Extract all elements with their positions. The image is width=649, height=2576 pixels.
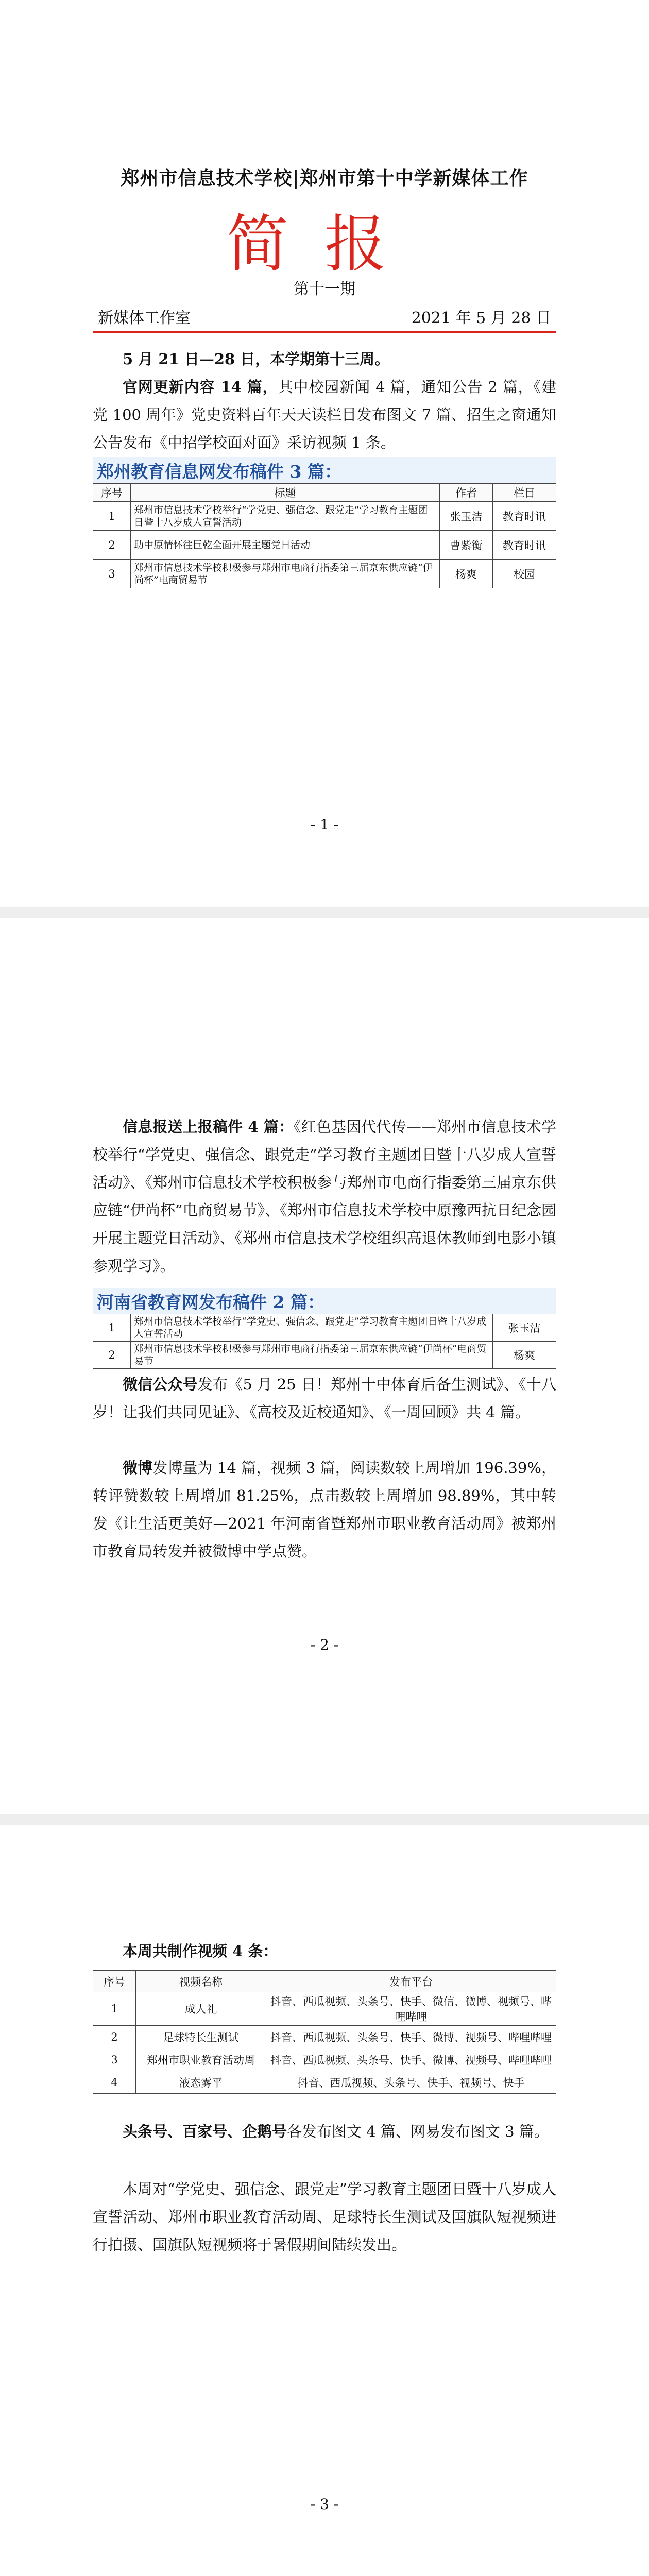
issue-date: 2021 年 5 月 28 日 [411, 309, 551, 327]
col-header: 序号 [93, 1971, 136, 1992]
site-updates-text: 其中校园新闻 4 篇，通知公告 2 篇，《建党 100 周年》党史资料百年天天读栏目发布图文 7 篇、招生之窗通知公告发布《中招学校面对面》采访视频 1 条。 [93, 378, 556, 451]
toutiao-lead: 头条号、百家号、企鹅号 [123, 2123, 287, 2140]
table-row [93, 531, 556, 560]
report-text: 《红色基因代代传——郑州市信息技术学校举行“学党史、强信念、跟党走”学习教育主题团日暨十八岁成人宣誓活动》、《郑州市信息技术学校积极参与郑州市电商行指委第三届京东供应链“伊尚杯”电商贸易节》、《郑州市信息技术学校中原豫西抗日纪念园开展主题党日活动》、《郑州市信息技术学校组织高退休教师到电影小镇参观学习》。 [93, 1118, 556, 1275]
row-platforms: 抖音、西瓜视频、头条号、快手、微博、视频号、哔哩哔哩 [266, 2048, 556, 2071]
col-header: 发布平台 [266, 1971, 556, 1992]
toutiao-paragraph [93, 2117, 556, 2145]
row-video-name: 郑州市职业教育活动周 [136, 2048, 266, 2071]
zhengzhou-heading: 郑州教育信息网发布稿件 3 篇： [93, 457, 556, 484]
row-platforms: 抖音、西瓜视频、头条号、快手、微信、微博、视频号、哔哩哔哩 [266, 1992, 556, 2026]
page-separator [0, 1814, 649, 1825]
table-row [93, 1992, 556, 2026]
site-updates [93, 373, 556, 456]
table-row [93, 560, 556, 588]
col-header: 序号 [93, 484, 131, 502]
row-author: 杨爽 [493, 1342, 556, 1369]
row-no: 2 [93, 1342, 131, 1369]
row-title: 郑州市信息技术学校举行“学党史、强信念、跟党走”学习教育主题团日暨十八岁成人宣誓活动 [131, 502, 440, 531]
row-no: 1 [93, 502, 131, 531]
videos-heading: 本周共制作视频 4 条： [123, 1942, 278, 1960]
row-video-name: 液态雾平 [136, 2071, 266, 2094]
report-lead: 信息报送上报稿件 4 篇： [123, 1118, 294, 1136]
report-paragraph [93, 1113, 556, 1280]
table-row [93, 502, 556, 531]
row-no: 1 [93, 1314, 131, 1342]
document-title: 简报 [227, 209, 422, 280]
row-no: 3 [93, 560, 131, 588]
row-no: 2 [93, 2026, 136, 2048]
row-column: 校园 [493, 560, 556, 588]
row-video-name: 成人礼 [136, 1992, 266, 2026]
table-row [93, 1314, 556, 1342]
weibo-paragraph [93, 1454, 556, 1565]
office-name: 新媒体工作室 [98, 309, 191, 327]
row-no: 1 [93, 1992, 136, 2026]
page-separator [0, 907, 649, 918]
row-platforms: 抖音、西瓜视频、头条号、快手、视频号、快手 [266, 2071, 556, 2094]
table-row [93, 2026, 556, 2048]
row-platforms: 抖音、西瓜视频、头条号、快手、微博、视频号、哔哩哔哩 [266, 2026, 556, 2048]
videos-table [93, 1970, 556, 2094]
red-divider [93, 331, 556, 333]
henan-heading: 河南省教育网发布稿件 2 篇： [93, 1288, 556, 1314]
wechat-text: 发布《5 月 25 日！郑州十中体育后备生测试》、《十八岁！让我们共同见证》、《高校及近校通知》、《一周回顾》共 4 篇。 [93, 1376, 556, 1421]
row-no: 2 [93, 531, 131, 560]
page-number: - 2 - [310, 1636, 339, 1653]
col-header: 栏目 [493, 484, 556, 502]
row-author: 曹紫衡 [440, 531, 493, 560]
col-header: 标题 [131, 484, 440, 502]
row-author: 张玉洁 [440, 502, 493, 531]
table-row [93, 2048, 556, 2071]
page-number: - 1 - [310, 816, 339, 833]
zhengzhou-table [93, 483, 556, 588]
row-title: 助中原情怀往巨乾全面开展主题党日活动 [131, 531, 440, 560]
row-title: 郑州市信息技术学校积极参与郑州市电商行指委第三届京东供应链“伊尚杯”电商贸易节 [131, 560, 440, 588]
row-column: 教育时讯 [493, 502, 556, 531]
page-number: - 3 - [310, 2496, 339, 2513]
table-row [93, 1342, 556, 1369]
row-no: 4 [93, 2071, 136, 2094]
toutiao-text: 各发布图文 4 篇、网易发布图文 3 篇。 [287, 2123, 549, 2140]
col-header: 作者 [440, 484, 493, 502]
closing-paragraph: 本周对“学党史、强信念、跟党走”学习教育主题团日暨十八岁成人宣誓活动、郑州市职业教育活动周、足球特长生测试及国旗队短视频进行拍摄、国旗队短视频将于暑假期间陆续发出。 [93, 2180, 556, 2253]
site-updates-lead: 官网更新内容 14 篇， [123, 378, 278, 396]
issue-number: 第十一期 [294, 280, 355, 298]
row-no: 3 [93, 2048, 136, 2071]
col-header: 视频名称 [136, 1971, 266, 1992]
document-org-header: 郑州市信息技术学校|郑州市第十中学新媒体工作 [121, 167, 528, 189]
row-title: 郑州市信息技术学校积极参与郑州市电商行指委第三届京东供应链“伊尚杯”电商贸易节 [131, 1342, 493, 1369]
henan-table [93, 1314, 556, 1369]
row-video-name: 足球特长生测试 [136, 2026, 266, 2048]
weibo-lead: 微博 [123, 1459, 153, 1477]
row-author: 杨爽 [440, 560, 493, 588]
row-column: 教育时讯 [493, 531, 556, 560]
row-title: 郑州市信息技术学校举行“学党史、强信念、跟党走”学习教育主题团日暨十八岁成人宣誓活动 [131, 1314, 493, 1342]
table-row [93, 2071, 556, 2094]
week-summary: 5 月 21 日—28 日，本学期第十三周。 [123, 350, 390, 368]
wechat-lead: 微信公众号 [123, 1376, 198, 1393]
weibo-text: 发博量为 14 篇，视频 3 篇，阅读数较上周增加 196.39%，转评赞数较上周增加 81.25%，点击数较上周增加 98.89%，其中转发《让生活更美好—2021 年河南省暨郑州市职业教育活动周》被郑州市教育局转发并被微博中学点赞。 [93, 1459, 556, 1560]
wechat-paragraph [93, 1370, 556, 1426]
row-author: 张玉洁 [493, 1314, 556, 1342]
